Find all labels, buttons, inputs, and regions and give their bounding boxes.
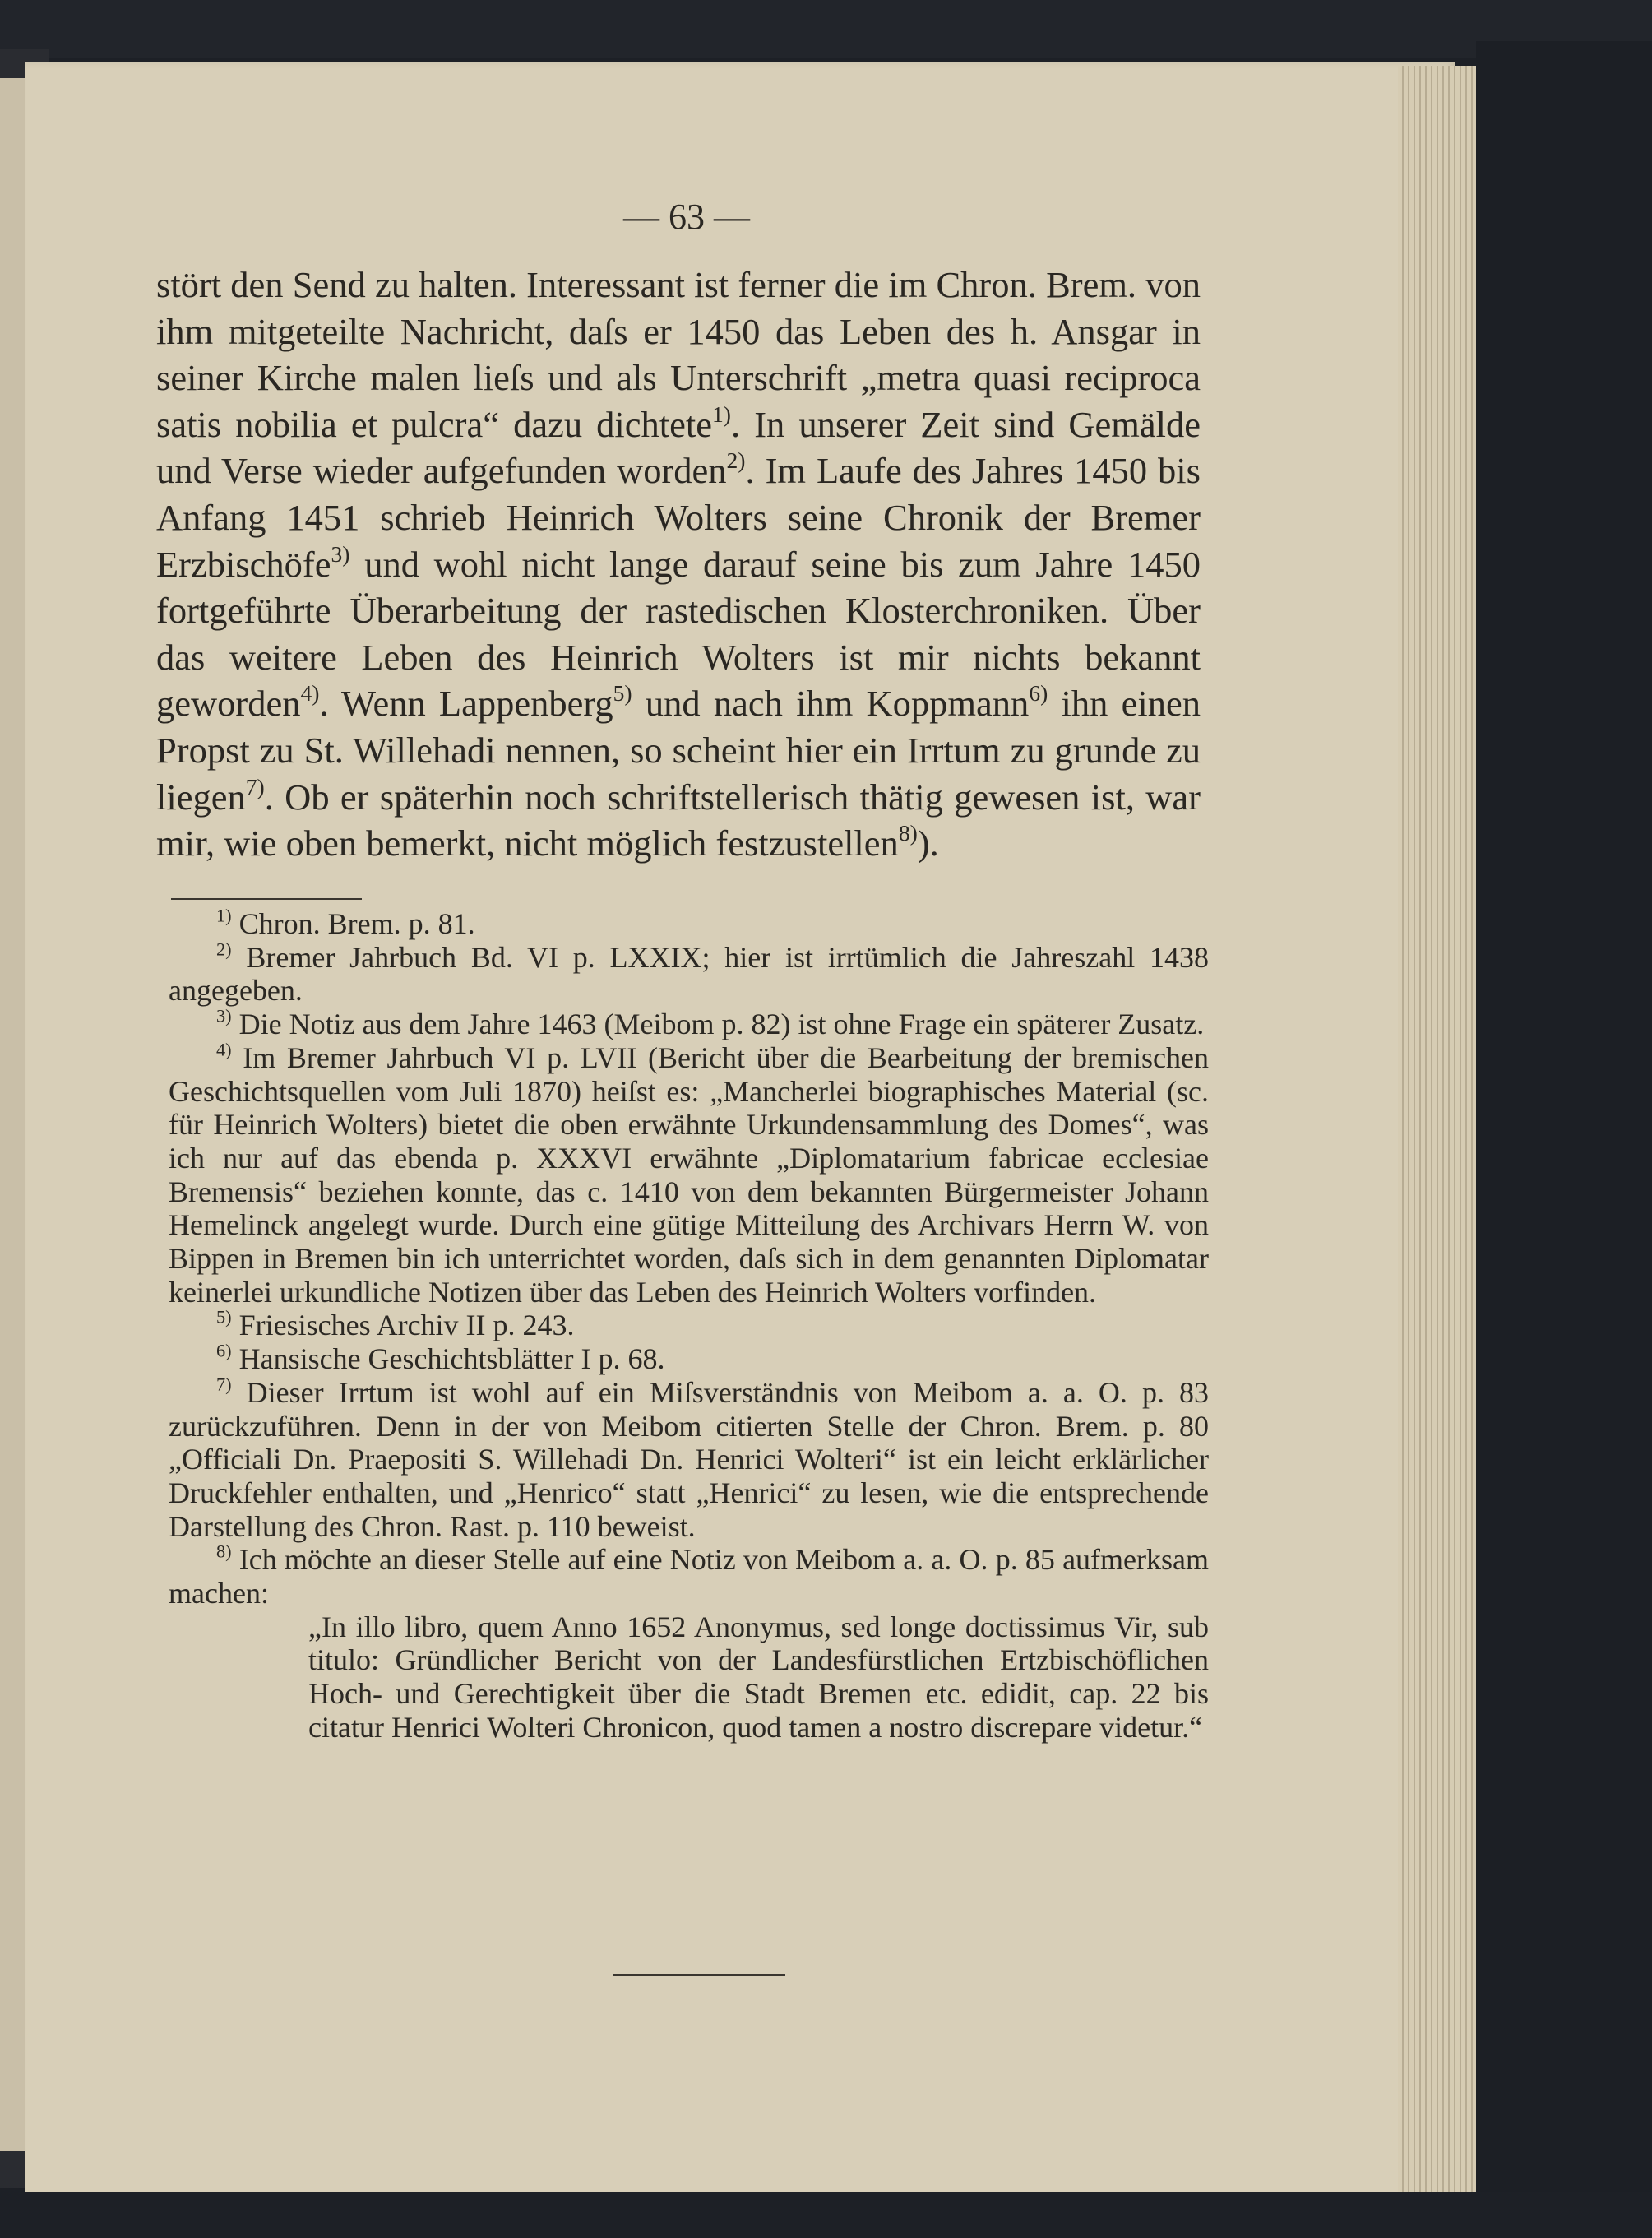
footnote-marker: 5): [216, 1306, 232, 1328]
footnote-ref: 4): [300, 680, 320, 707]
scan-background-top: [0, 0, 1652, 58]
footnote-marker: 6): [216, 1340, 232, 1361]
footnote-marker: 3): [216, 1005, 232, 1026]
page-number: — 63 —: [623, 197, 750, 237]
footnote-quote: „In illo libro, quem Anno 1652 Anonymus, sed longe doctissimus Vir, sub titulo: Gründlicher Bericht von der Landesfürstlichen Ertzbischöflichen Hoch- und Gerechtigkeit über die Stadt Bremen etc. edidit, cap. 22 bis citatur Henrici Wolteri Chronicon, quod tamen a nostro discrepare videtur.“: [308, 1610, 1209, 1744]
footnote-separator: [171, 898, 362, 900]
footnote-ref: 1): [712, 401, 731, 427]
footnote-text: Bremer Jahrbuch Bd. VI p. LXXIX; hier ist irrtümlich die Jahreszahl 1438 angegeben.: [169, 940, 1210, 1008]
footnote-ref: 2): [726, 447, 746, 474]
text-run: und nach ihm Koppmann: [632, 683, 1030, 725]
footnote-marker: 2): [216, 938, 232, 960]
footnote-ref: 7): [245, 773, 265, 799]
footnote-ref: 5): [613, 680, 632, 707]
footnote: [169, 1543, 1209, 1610]
footnotes: [169, 907, 1209, 1745]
footnote-ref: 3): [331, 540, 350, 567]
text-run: . In unserer Zeit sind Gemälde und Verse wieder aufgefunden worden: [156, 403, 1201, 492]
footnote-text: Ich möchte an dieser Stelle auf eine Notiz von Meibom a. a. O. p. 85 aufmerksam machen:: [169, 1543, 1210, 1610]
text-run: ).: [917, 822, 939, 864]
text-run: und wohl nicht lange darauf seine bis zum Jahre 1450 fortgeführte Überarbeitung der rastedischen Klosterchroniken. Über das weitere Leben des Heinrich Wolters ist mir nichts bekannt geworden: [156, 543, 1201, 725]
scan-background-bottom: [0, 2192, 1652, 2238]
text-run: . Im Laufe des Jahres 1450 bis Anfang 1451 schrieb Heinrich Wolters seine Chronik der Bremer Erzbischöfe: [156, 450, 1201, 585]
main-text: [156, 262, 1201, 867]
footnote-ref: 6): [1029, 680, 1048, 707]
footnote-text: Die Notiz aus dem Jahre 1463 (Meibom p. 82) ist ohne Frage ein späterer Zusatz.: [238, 1008, 1205, 1041]
footnote-text: Hansische Geschichtsblätter I p. 68.: [238, 1342, 665, 1376]
footnote: [169, 1342, 1209, 1376]
end-rule: [613, 1974, 785, 1976]
text-run: . Ob er späterhin noch schriftstellerisch thätig gewesen ist, war mir, wie oben bemerkt, nicht möglich festzustellen: [156, 776, 1201, 864]
footnote: [169, 1005, 1209, 1041]
book-cover-right: [1476, 41, 1652, 2238]
footnote-text: Im Bremer Jahrbuch VI p. LVII (Bericht über die Bearbeitung der bremischen Geschichtsquellen vom Juli 1870) heiſst es: „Mancherlei biographisches Material (sc. für Heinrich Wolters) bietet die oben erwähnte Urkundensammlung des Domes“, was ich nur auf das ebenda p. XXXVI erwähnte „Diplomatarium fabricae ecclesiae Bremensis“ beziehen konnte, das c. 1410 von dem bekannten Bürgermeister Johann Hemelinck angelegt wurde. Durch eine gütige Mitteilung des Archivars Herrn W. von Bippen in Bremen bin ich unterrichtet worden, daſs sich in dem genannten Diplomatar keinerlei urkundliche Notizen über das Leben des Heinrich Wolters vorfinden.: [169, 1040, 1209, 1309]
footnote: [169, 1306, 1209, 1342]
footnote-text: Chron. Brem. p. 81.: [238, 907, 475, 940]
text-run: . Wenn Lappenberg: [319, 683, 613, 725]
footnote-text: Friesisches Archiv II p. 243.: [238, 1309, 575, 1342]
footnote: [169, 938, 1210, 1008]
footnote-text: Dieser Irrtum ist wohl auf ein Miſsverständnis von Meibom a. a. O. p. 83 zurückzuführen. Denn in der von Meibom citierten Stelle der Chron. Brem. p. 80 „Officiali Dn. Praepositi S. Willehadi Dn. Henrici Wolteri“ ist ein leicht erklärlicher Druckfehler enthalten, und „Henrico“ statt „Henrici“ zu lesen, wie die entsprechende Darstellung des Chron. Rast. p. 110 beweist.: [169, 1375, 1210, 1543]
footnote-marker: 8): [216, 1541, 232, 1562]
footnote-ref: 8): [898, 820, 918, 846]
text-run: ihn einen Propst zu St. Willehadi nennen, so scheint hier ein Irrtum zu grunde zu liegen: [156, 683, 1201, 818]
footnote: [169, 1041, 1209, 1309]
page-stack-edge: [1398, 66, 1476, 2196]
footnote-marker: 4): [216, 1039, 232, 1060]
footnote-marker: 7): [216, 1374, 232, 1395]
footnote: [169, 1376, 1209, 1544]
text-run: stört den Send zu halten. Interessant ist ferner die im Chron. Brem. von ihm mitgeteilte Nachricht, daſs er 1450 das Leben des h. Ansgar in seiner Kirche malen lieſs und als Unterschrift „metra quasi reciproca satis nobilia et pulcra“ dazu dichtete: [156, 264, 1201, 445]
footnote: [169, 907, 1209, 941]
main-paragraph: [156, 262, 1201, 867]
footnote-marker: 1): [216, 905, 232, 926]
